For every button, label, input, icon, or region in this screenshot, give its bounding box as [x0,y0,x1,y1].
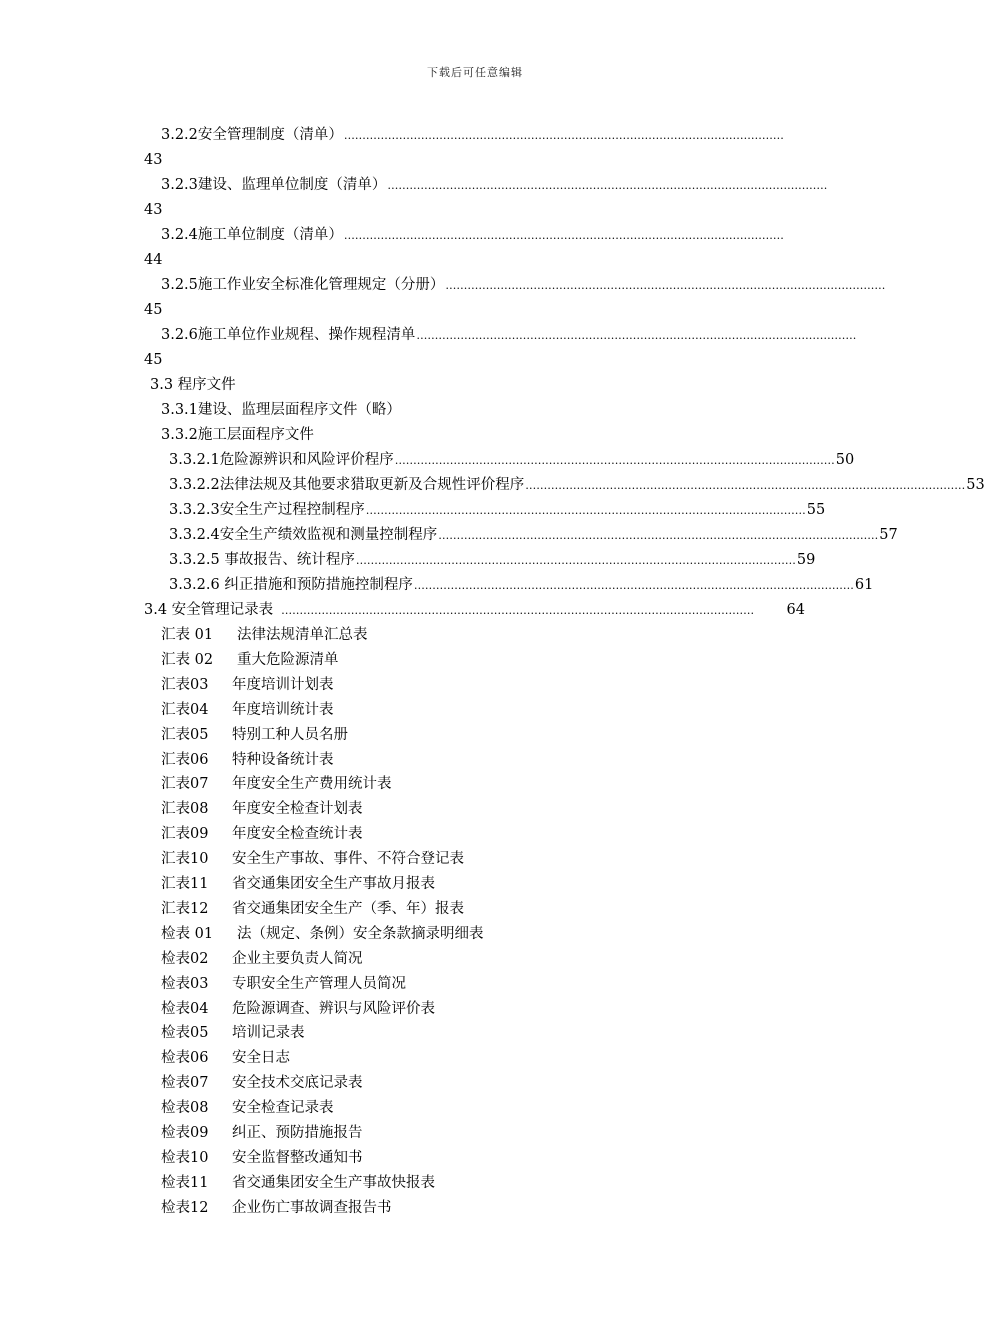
record-table-item[interactable] [161,649,339,671]
record-table-item[interactable] [161,798,363,820]
record-table-code: 汇表12 [161,900,209,917]
dot-leader: ………………………………………………………………………………………………………… [525,479,966,492]
toc-entry-page: 55 [806,502,826,518]
record-table-name: 纠正、预防措施报告 [232,1125,363,1141]
record-table-name: 安全监督整改通知书 [232,1149,363,1166]
toc-heading-3-3-2[interactable]: 3.3.2施工层面程序文件 [161,427,314,443]
record-table-item[interactable] [161,823,363,845]
record-table-code: 检表09 [161,1125,209,1141]
record-table-item[interactable] [161,923,484,945]
toc-entry-page: 59 [796,552,816,568]
toc-entry-text: 3.3.2.6 纠正措施和预防措施控制程序 [169,577,413,593]
toc-entry-3-3-2-1[interactable] [169,449,855,471]
record-table-item[interactable] [161,1047,290,1069]
record-table-item[interactable] [161,948,363,970]
toc-entry-3-2-6[interactable] [161,324,857,346]
toc-entry-3-3-2-6[interactable] [169,574,874,596]
toc-entry-text: 3.2.3建设、监理单位制度（清单） [161,177,387,193]
toc-entry-3-4[interactable] [144,599,805,621]
toc-entry-page: 50 [835,452,855,468]
dot-leader: ………………………………………………………………………………………………………… [413,579,854,592]
record-table-name: 危险源调查、辨识与风险评价表 [232,1000,435,1017]
record-table-code: 汇表06 [161,751,209,768]
record-table-code: 汇表11 [161,876,209,892]
record-table-code: 检表02 [161,950,209,967]
toc-entry-3-3-2-4[interactable] [169,524,898,546]
record-table-code: 检表03 [161,975,209,992]
toc-entry-3-3-2-3[interactable] [169,499,826,521]
toc-entry-text: 3.4 安全管理记录表 [144,602,274,618]
record-table-code: 检表 01 [161,925,214,942]
record-table-name: 省交通集团安全生产（季、年）报表 [232,900,464,917]
record-table-name: 法（规定、条例）安全条款摘录明细表 [237,925,484,942]
record-table-code: 汇表07 [161,776,209,793]
toc-entry-text: 3.2.2安全管理制度（清单） [161,127,343,143]
record-table-name: 重大危险源清单 [237,651,339,668]
dot-leader: ………………………………………………………………………………………………………… [394,454,835,467]
record-table-code: 检表10 [161,1149,209,1166]
record-table-code: 检表07 [161,1075,209,1092]
dot-leader: ………………………………………………………………………………………………………… [365,504,806,517]
record-table-code: 检表06 [161,1050,209,1067]
dot-leader: ………………………………………………………………………………………………………… [355,554,796,567]
record-table-name: 安全检查记录表 [232,1100,334,1117]
record-table-item[interactable] [161,1197,392,1219]
record-table-code: 汇表08 [161,801,209,818]
record-table-code: 检表12 [161,1199,209,1216]
record-table-item[interactable] [161,873,435,895]
toc-entry-text: 3.3.2.4安全生产绩效监视和测量控制程序 [169,527,438,543]
toc-entry-page: 64 [786,602,805,618]
record-table-code: 汇表09 [161,826,209,843]
record-table-item[interactable] [161,1122,363,1144]
toc-heading-3-3-1[interactable]: 3.3.1建设、监理层面程序文件（略） [161,402,401,418]
record-table-name: 年度培训计划表 [232,676,334,693]
record-table-item[interactable] [161,724,348,746]
toc-entry-3-3-2-2[interactable] [169,474,985,496]
toc-entry-page: 53 [966,477,985,493]
record-table-code: 汇表03 [161,676,209,693]
record-table-code: 汇表05 [161,726,209,743]
toc-entry-3-2-5[interactable] [161,274,886,296]
toc-entry-page: 61 [854,577,874,593]
toc-entry-text: 3.2.6施工单位作业规程、操作规程清单 [161,327,416,343]
toc-entry-page: 45 [144,302,163,318]
record-table-item[interactable] [161,749,334,771]
dot-leader: ………………………………………………………………………………………………………… [438,529,879,542]
record-table-name: 安全技术交底记录表 [232,1075,363,1092]
toc-entry-text: 3.2.4施工单位制度（清单） [161,227,343,243]
record-table-name: 安全日志 [232,1050,290,1067]
toc-entry-3-2-3[interactable] [161,174,828,196]
dot-leader: ………………………………………………………………………………………………………… [343,129,784,142]
dot-leader: ………………………………………………………………………………………………………… [343,229,784,242]
toc-entry-page: 43 [144,152,163,168]
record-table-name: 企业伤亡事故调查报告书 [232,1199,392,1216]
toc-entry-page: 45 [144,352,163,368]
toc-heading-3-3[interactable]: 3.3 程序文件 [150,377,236,393]
toc-entry-text: 3.3.2.2法律法规及其他要求猎取更新及合规性评价程序 [169,477,525,493]
record-table-name: 企业主要负责人简况 [232,950,363,967]
record-table-name: 年度培训统计表 [232,701,334,718]
record-table-name: 省交通集团安全生产事故快报表 [232,1174,435,1191]
record-table-name: 年度安全检查计划表 [232,801,363,818]
dot-leader: ………………………………………………………………………………………………………… [416,329,857,342]
dot-leader: ………………………………………………………………………………………………………………… [281,604,755,617]
record-table-item[interactable] [161,1147,363,1169]
toc-entry-3-3-2-5[interactable] [169,549,816,571]
record-table-code: 汇表04 [161,701,209,718]
record-table-name: 特别工种人员名册 [232,726,348,743]
page-header: 下载后可任意编辑 [427,66,523,79]
dot-leader: ………………………………………………………………………………………………………… [445,279,886,292]
record-table-item[interactable] [161,674,334,696]
toc-entry-3-2-2[interactable] [161,124,793,146]
record-table-code: 检表08 [161,1100,209,1117]
record-table-item[interactable] [161,973,406,995]
record-table-name: 年度安全检查统计表 [232,826,363,843]
record-table-item[interactable] [161,699,334,721]
record-table-item[interactable] [161,848,464,870]
record-table-code: 汇表10 [161,851,209,868]
record-table-item[interactable] [161,773,392,795]
record-table-item[interactable] [161,1097,334,1119]
record-table-code: 汇表 01 [161,627,214,643]
toc-entry-3-2-4[interactable] [161,224,793,246]
toc-entry-text: 3.3.2.3安全生产过程控制程序 [169,502,365,518]
record-table-name: 年度安全生产费用统计表 [232,776,392,793]
toc-entry-page: 43 [144,202,163,218]
record-table-item[interactable] [161,624,368,646]
record-table-code: 检表04 [161,1000,209,1017]
record-table-item[interactable] [161,1072,363,1094]
toc-entry-text: 3.2.5施工作业安全标准化管理规定（分册） [161,277,445,293]
record-table-code: 检表05 [161,1025,209,1042]
record-table-name: 省交通集团安全生产事故月报表 [232,876,435,892]
record-table-item[interactable] [161,1022,305,1044]
record-table-name: 培训记录表 [232,1025,305,1042]
record-table-name: 安全生产事故、事件、不符合登记表 [232,851,464,868]
record-table-code: 汇表 02 [161,651,214,668]
toc-entry-text: 3.3.2.5 事故报告、统计程序 [169,552,355,568]
record-table-code: 检表11 [161,1174,209,1191]
toc-entry-text: 3.3.2.1危险源辨识和风险评价程序 [169,452,394,468]
toc-entry-page: 44 [144,252,163,268]
record-table-item[interactable] [161,898,464,920]
record-table-item[interactable] [161,1172,435,1194]
record-table-name: 特种设备统计表 [232,751,334,768]
toc-entry-page: 57 [879,527,898,543]
dot-leader: ………………………………………………………………………………………………………… [387,179,828,192]
record-table-name: 法律法规清单汇总表 [237,627,368,643]
record-table-item[interactable] [161,998,435,1020]
record-table-name: 专职安全生产管理人员简况 [232,975,406,992]
